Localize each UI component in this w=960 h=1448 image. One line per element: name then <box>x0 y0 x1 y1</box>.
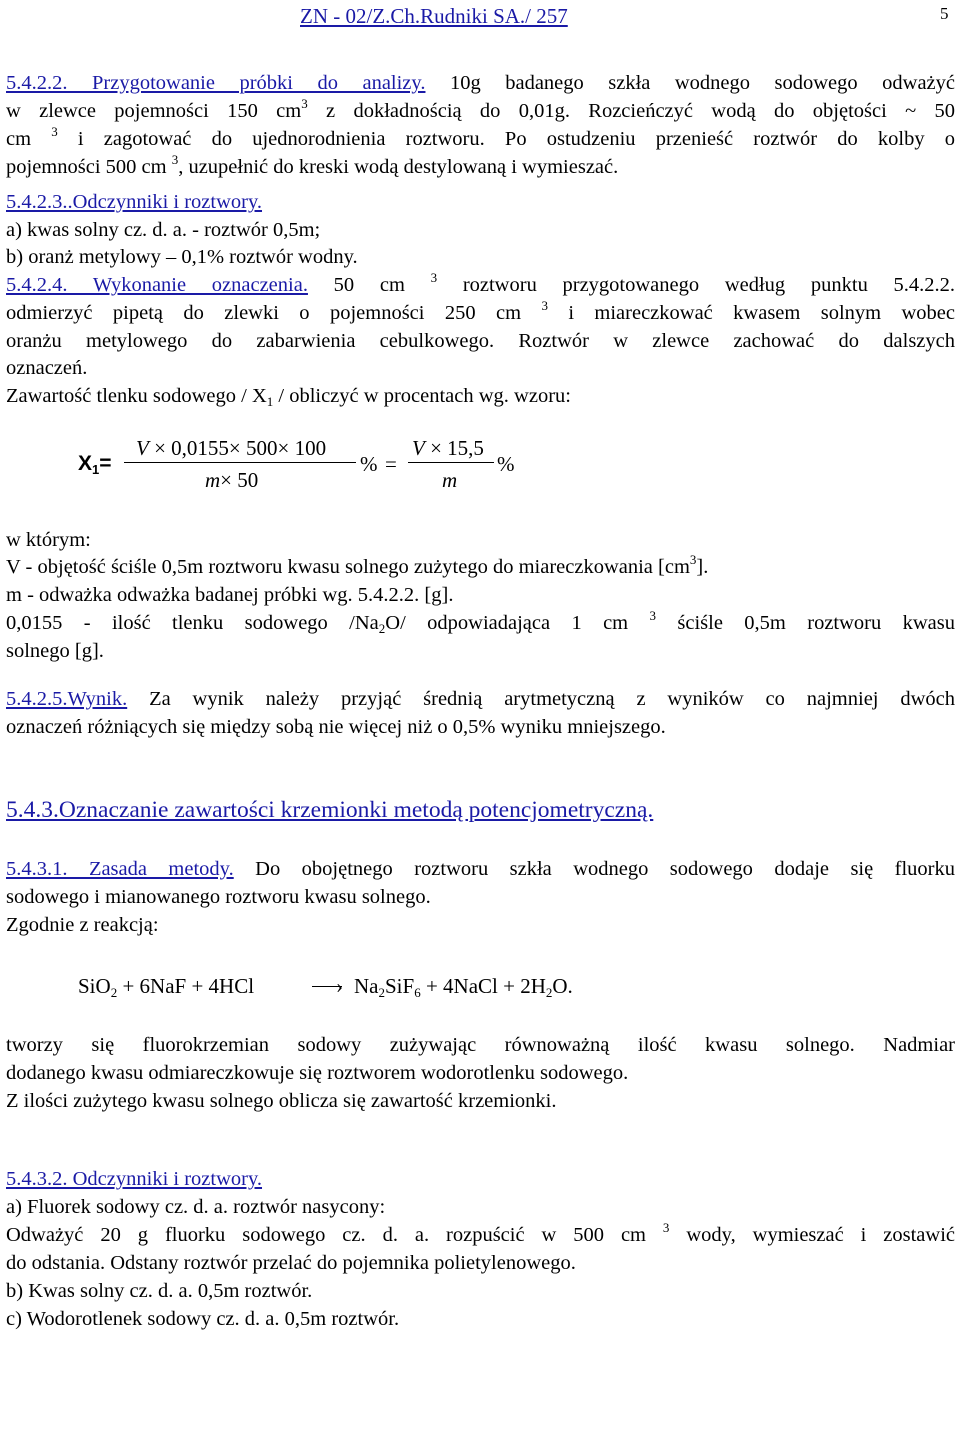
section-5424-line1: 5.4.2.4. Wykonanie oznaczenia. 50 cm $^3$ roztworu przygotowanego według punktu 5.4.2.2. <box>6 270 956 296</box>
reagent-sodium-fluoride-prep1: Odważyć 20 g fluorku sodowego cz. d. a. rozpuścić w 500 cm $^3$ wody, wymieszać i zostawić <box>6 1220 955 1246</box>
section-5422-line1: 5.4.2.2. Przygotowanie próbki do analizy. 10g badanego szkła wodnego sodowego odważyć <box>6 72 955 94</box>
where-constant-line2: solnego [g]. <box>6 640 104 662</box>
section-5431-line2: sodowego i mianowanego roztworu kwasu solnego. <box>6 886 431 908</box>
section-5432-heading[interactable]: 5.4.3.2. Odczynniki i roztwory. <box>6 1168 263 1190</box>
section-5431-text3: Z ilości zużytego kwasu solnego oblicza się zawartość krzemionki. <box>6 1090 557 1112</box>
section-5425-line2: oznaczeń różniących się między sobą nie więcej niż o 0,5% wyniku mniejszego. <box>6 716 666 738</box>
fraction-bar-1 <box>124 462 356 463</box>
formula-denominator-2: m <box>442 468 458 492</box>
where-v: V - objętość ściśle 0,5m roztworu kwasu solnego zużytego do miareczkowania $[cm^3]$. <box>6 552 709 578</box>
section-5422-line3: cm $^3$ i zagotować do ujednorodnienia roztworu. Po ostudzeniu przenieść roztwór do kolby o <box>6 124 955 150</box>
page-number: 5 <box>940 4 949 23</box>
section-5422-line4: pojemności 500 cm $^3$, uzupełnić do kreski wodą destylowaną i wymieszać. <box>6 152 619 178</box>
section-5431-text2: dodanego kwasu odmiareczkowuje się roztworem wodorotlenku sodowego. <box>6 1062 629 1084</box>
section-5424-line4: oznaczeń. <box>6 357 88 379</box>
section-5431-line1: 5.4.3.1. Zasada metody. Do obojętnego roztworu szkła wodnego sodowego dodaje się fluorku <box>6 858 955 880</box>
reagent-sodium-fluoride: a) Fluorek sodowy cz. d. a. roztwór nasycony: <box>6 1196 386 1218</box>
formula-denominator-1: m× 50 <box>205 468 259 492</box>
where-intro: w którym: <box>6 529 91 551</box>
reaction-arrow-head: › <box>336 974 343 998</box>
formula-percent-2: % <box>497 452 515 476</box>
reaction-products: $Na_2SiF_6$ + 4NaCl + $2H_2O$. <box>354 974 573 1000</box>
formula-lhs: $X_1=$ <box>78 452 112 477</box>
section-5431-heading[interactable]: 5.4.3.1. Zasada metody. <box>6 858 234 880</box>
section-5424-line3: oranżu metylowego do zabarwienia cebulkowego. Roztwór w zlewce zachować do dalszych <box>6 330 955 352</box>
reagent-sodium-fluoride-prep2: do odstania. Odstany roztwór przelać do pojemnika polietylenowego. <box>6 1252 576 1274</box>
section-5423-heading[interactable]: 5.4.2.3..Odczynniki i roztwory. <box>6 191 263 213</box>
reaction-reactants: SiO$_2$ + 6NaF + 4HCl <box>78 974 255 1000</box>
reagent-naoh: c) Wodorotlenek sodowy cz. d. a. 0,5m roztwór. <box>6 1308 400 1330</box>
section-5424-line2: odmierzyć pipetą do zlewki o pojemności 250 cm $^3$ i miareczkować kwasem solnym wobec <box>6 298 955 324</box>
section-5422-heading[interactable]: 5.4.2.2. Przygotowanie próbki do analizy. <box>6 72 426 94</box>
section-543-heading[interactable]: 5.4.3.Oznaczanie zawartości krzemionki metodą potencjometryczną. <box>6 797 654 823</box>
where-constant-line1: 0,0155 - ilość tlenku sodowego $/Na_2O/$ odpowiadająca 1 cm $^3$ ściśle 0,5m roztworu kwasu <box>6 608 955 636</box>
reagent-a: a) kwas solny cz. d. a. - roztwór 0,5m; <box>6 219 321 241</box>
section-5424-line5: Zawartość tlenku sodowego / $X_1$ / obliczyć w procentach wg. wzoru: <box>6 385 571 409</box>
formula-numerator-1: V × 0,0155× 500× 100 <box>136 436 327 460</box>
reagent-hcl: b) Kwas solny cz. d. a. 0,5m roztwór. <box>6 1280 313 1302</box>
section-5425-heading[interactable]: 5.4.2.5.Wynik. <box>6 688 128 710</box>
document-header[interactable]: ZN - 02/Z.Ch.Rudniki SA./ 257 <box>300 4 568 28</box>
formula-numerator-2: V × 15,5 <box>412 436 484 460</box>
section-5431-text1: tworzy się fluorokrzemian sodowy zużywając równoważną ilość kwasu solnego. Nadmiar <box>6 1034 955 1056</box>
section-5422-line2: w zlewce pojemności 150 $cm^3$ z dokładnością do 0,01g. Rozcieńczyć wodą do objętości ~ 50 <box>6 96 956 122</box>
section-5425-line1: 5.4.2.5.Wynik. Za wynik należy przyjąć średnią arytmetyczną z wyników co najmniej dwóch <box>6 688 955 710</box>
formula-percent-1: % <box>360 452 378 476</box>
fraction-bar-2 <box>408 462 494 463</box>
where-m: m - odważka odważka badanej próbki wg. 5.4.2.2. [g]. <box>6 584 454 606</box>
reagent-b: b) oranż metylowy – 0,1% roztwór wodny. <box>6 246 358 268</box>
formula-equals: = <box>385 452 397 476</box>
section-5431-line3: Zgodnie z reakcją: <box>6 914 159 936</box>
section-5424-heading[interactable]: 5.4.2.4. Wykonanie oznaczenia. <box>6 274 308 296</box>
